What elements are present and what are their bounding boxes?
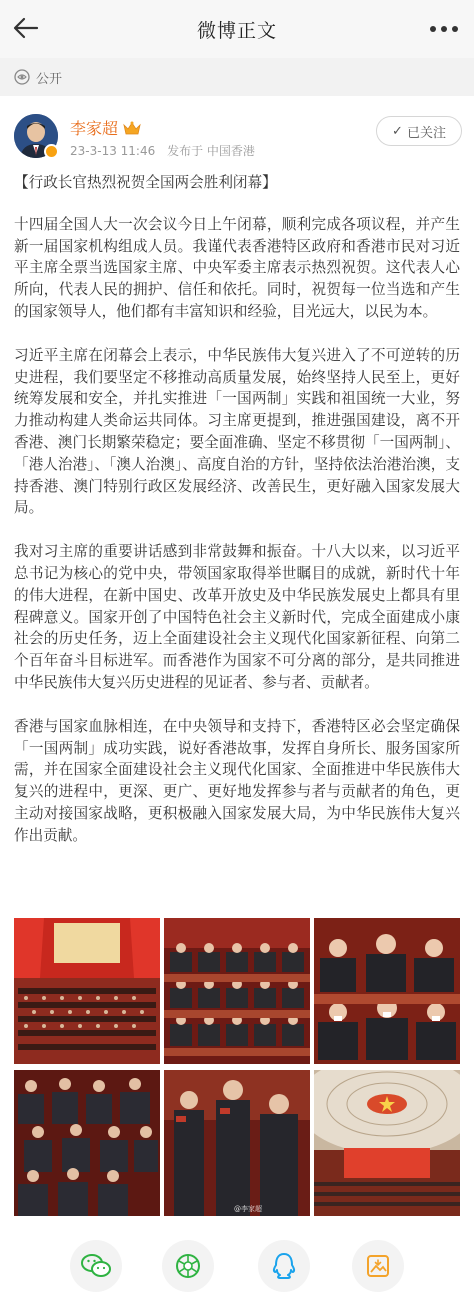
save-image-icon (365, 1253, 391, 1279)
share-moments-button[interactable] (162, 1240, 214, 1292)
post-meta (70, 142, 263, 159)
photo-delegates-applause[interactable] (14, 1070, 160, 1216)
save-image-button[interactable] (352, 1240, 404, 1292)
eye-icon (14, 69, 30, 85)
more-button[interactable] (424, 14, 464, 44)
post-source: 发布于 中国香港 (167, 144, 255, 158)
follow-button[interactable] (376, 116, 462, 146)
check-icon: ✓ (392, 123, 403, 139)
photo-watermark: @李家超 (234, 1205, 262, 1213)
author-name-text: 李家超 (70, 119, 119, 138)
follow-label: 已关注 (406, 125, 446, 141)
verified-badge-icon (44, 144, 59, 159)
post-timestamp: 23-3-13 11:46 (70, 144, 156, 158)
photo-delegates-walking[interactable] (164, 1070, 310, 1216)
post-paragraph: 香港与国家血脉相连，在中央领导和支持下，香港特区必会坚定确保「一国两制」成功实践，说好香港故事，发挥自身所长、服务国家所需，并在国家全面建设社会主义现代化国家、全面推进中华民族伟大复兴的进程中，更深、更广、更好地发挥参与者与贡献者的角色，更主动对接国家战略，更积极融入国家发展大局，为中华民族伟大复兴作出贡献。 (14, 717, 460, 844)
moments-icon (175, 1253, 201, 1279)
post-paragraph: 十四届全国人大一次会议今日上午闭幕，顺利完成各项议程，并产生新一届国家机构组成人员。我谨代表香港特区政府和香港市民对习近平主席全票当选国家主席、中央军委主席表示热烈祝贺。这代表人心所向，代表人民的拥护、信任和依托。同时，祝贺每一位当选和产生的国家领导人，他们都有丰富知识和经验，目光远大，以民为本。 (14, 215, 460, 320)
post-headline: 【行政长官热烈祝贺全国两会胜利闭幕】 (14, 174, 277, 191)
author-name[interactable] (70, 116, 142, 139)
nav-bar (0, 0, 474, 58)
photo-great-hall-ceiling[interactable] (314, 1070, 460, 1216)
page-title: 微博正文 (196, 19, 277, 42)
post-paragraph: 习近平主席在闭幕会上表示，中华民族伟大复兴进入了不可逆转的历史进程，我们要坚定不移推动高质量发展，始终坚持人民至上，更好统筹发展和安全，并扎实推进「一国两制」实践和祖国统一大业，努力推动构建人类命运共同体。习主席更提到，推进强国建设，离不开香港、澳门长期繁荣稳定；要全面准确、坚定不移贯彻「一国两制」、「港人治港」、「澳人治澳」、高度自治的方针，坚持依法治港治澳，支持香港、澳门特别行政区发展经济、改善民生，更好融入国家发展大局。 (14, 346, 460, 517)
photo-leaders-front-row[interactable] (314, 918, 460, 1064)
photo-hall-flags[interactable] (14, 918, 160, 1064)
share-wechat-button[interactable] (70, 1240, 122, 1292)
photo-delegates-seated[interactable] (164, 918, 310, 1064)
qq-icon (271, 1252, 297, 1280)
author-row (0, 100, 474, 168)
post-body (14, 172, 460, 869)
post-paragraph: 我对习主席的重要讲话感到非常鼓舞和振奋。十八大以来，以习近平总书记为核心的党中央，带领国家取得举世瞩目的成就，新时代十年的伟大进程，在新中国史、改革开放史及中华民族发展史上都具有里程碑意义。国家开创了中国特色社会主义新时代，完成全面建成小康社会的历史任务，迈上全面建设社会主义现代化国家新征程、向第二个百年奋斗目标进军。而香港作为国家不可分离的部分，是共同推进中华民族伟大复兴历史进程的见证者、参与者、贡献者。 (14, 543, 460, 691)
wechat-icon (81, 1253, 111, 1279)
crown-icon (122, 120, 142, 136)
photo-gallery (14, 918, 460, 1216)
back-button[interactable] (10, 12, 42, 44)
visibility-row (0, 58, 474, 96)
share-qq-button[interactable] (258, 1240, 310, 1292)
arrow-left-icon (13, 17, 39, 39)
share-toolbar (0, 1232, 474, 1296)
visibility-label: 公开 (36, 71, 63, 87)
more-dots-icon (429, 25, 459, 33)
